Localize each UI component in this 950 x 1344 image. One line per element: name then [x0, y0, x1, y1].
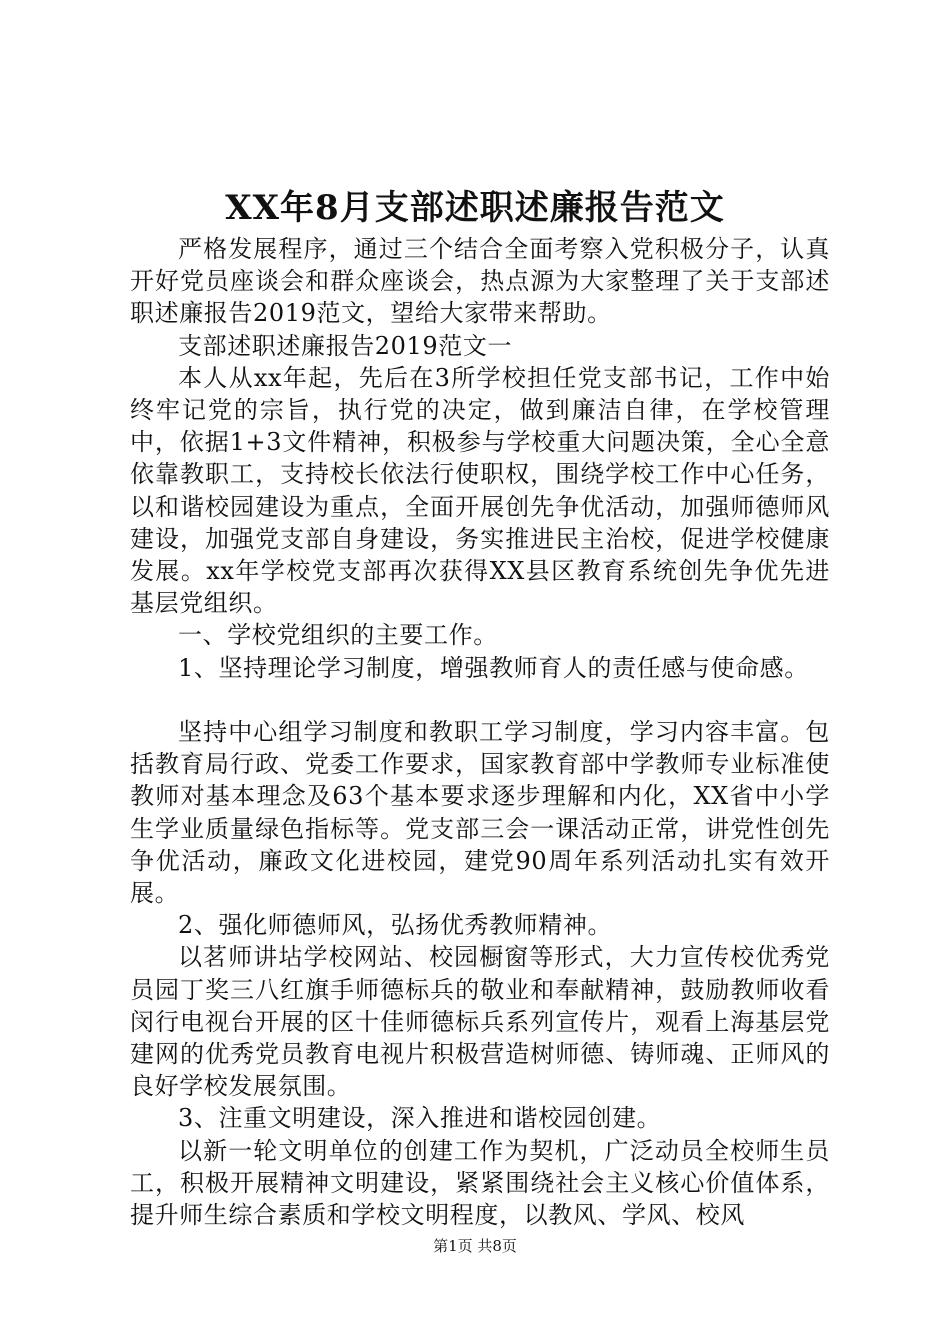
blank-line [130, 684, 830, 716]
paragraph-civilization: 以新一轮文明单位的创建工作为契机，广泛动员全校师生员工，积极开展精神文明建设，紧紧围绕社会主义核心价值体系，提升师生综合素质和学校文明程度，以教风、学风、校风 [130, 1136, 830, 1230]
paragraph-ethics: 以茗师讲坫学校网站、校园橱窗等形式，大力宣传校优秀党员园丁奖三八红旗手师德标兵的敬业和奉献精神，鼓励教师收看闵行电视台开展的区十佳师德标兵系列宣传片，观看上海基层党建网的优秀党员教育电视片积极营造树师德、铸师魂、正师风的良好学校发展氛围。 [130, 943, 830, 1101]
item-heading-1: 1、坚持理论学习制度，增强教师育人的责任感与使命感。 [178, 653, 809, 682]
paragraph-background: 本人从xx年起，先后在3所学校担任党支部书记，工作中始终牢记党的宗旨，执行党的决定，做到廉洁自律，在学校管理中，依据1+3文件精神，积极参与学校重大问题决策，全心全意依靠教职工，支持校长依法行使职权，围绕学校工作中心任务，以和谐校园建设为重点，全面开展创先争优活动，加强师德师风建设，加强党支部自身建设，务实推进民主治校，促进学校健康发展。xx年学校党支部再次获得XX县区教育系统创先争优先进基层党组织。 [130, 363, 830, 618]
paragraph-intro: 严格发展程序，通过三个结合全面考察入党积极分子，认真开好党员座谈会和群众座谈会，热点源为大家整理了关于支部述职述廉报告2019范文，望给大家带来帮助。 [130, 235, 830, 328]
item-heading-2: 2、强化师德师风，弘扬优秀教师精神。 [178, 911, 613, 940]
item-heading-3: 3、注重文明建设，深入推进和谐校园创建。 [178, 1104, 662, 1133]
paragraph-study: 坚持中心组学习制度和教职工学习制度，学习内容丰富。包括教育局行政、党委工作要求，国家教育部中学教师专业标准使教师对基本理念及63个基本要求逐步理解和内化，XX省中小学生学业质量绿色指标等。党支部三会一课活动正常，讲党性创先争优活动，廉政文化进校园，建党90周年系列活动扎实有效开展。 [130, 718, 830, 908]
page-footer: 第1页 共8页 [433, 1237, 517, 1255]
section-heading-1: 一、学校党组织的主要工作。 [178, 621, 498, 650]
paragraph-subtitle: 支部述职述廉报告2019范文一 [178, 331, 513, 360]
document-body [130, 233, 830, 1231]
document-title: XX年8月支部述职述廉报告范文 [225, 188, 725, 228]
